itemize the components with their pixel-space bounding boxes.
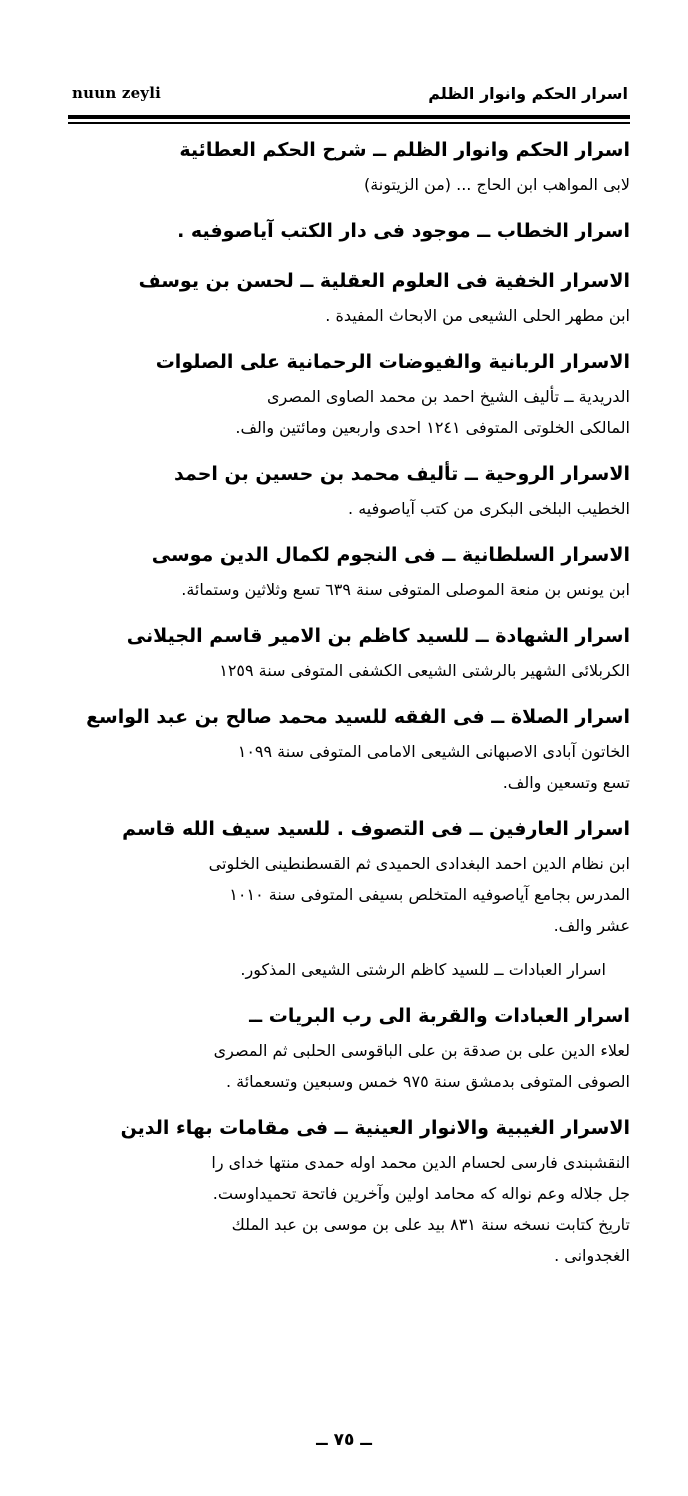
entry-text-line: المالكى الخلوتى المتوفى ١٢٤١ احدى واربعين ومائتين والف. — [235, 418, 630, 437]
entry-text-line: الغجدوانى . — [554, 1246, 630, 1265]
bibliography-entry — [70, 213, 630, 250]
entry-text-line: الكربلائى الشهير بالرشتى الشيعى الكشفى المتوفى سنة ١٢٥٩ — [219, 661, 630, 680]
entry-title-line: الاسرار الربانية والفيوضات الرحمانية على الصلوات — [155, 351, 630, 373]
entry-title-line: الاسرار الخفية فى العلوم العقلية ــ لحسن بن يوسف — [138, 270, 630, 292]
entry-title-line: اسرار العارفين ــ فى التصوف . للسيد سيف الله قاسم — [122, 818, 630, 840]
entry-title-line: اسرار الخطاب ــ موجود فى دار الكتب آياصوفيه . — [177, 220, 630, 242]
entry-title-line: الاسرار الروحية ــ تأليف محمد بن حسين بن احمد — [174, 463, 630, 485]
bibliography-entry — [70, 1110, 630, 1271]
entry-text-line: ابن يونس بن منعة الموصلى المتوفى سنة ٦٣٩ تسع وثلاثين وستمائة. — [181, 580, 630, 599]
entry-title-line: الاسرار السلطانية ــ فى النجوم لكمال الدين موسى — [151, 544, 630, 566]
page-number: ــ ٧٥ ــ — [316, 1430, 372, 1450]
entry-text-line: الصوفى المتوفى بدمشق سنة ٩٧٥ خمس وسبعين وتسعمائة . — [225, 1072, 630, 1091]
entry-text-line: الدريدية ــ تأليف الشيخ احمد بن محمد الصاوى المصرى — [266, 387, 630, 406]
entry-text-line: النقشبندى فارسى لحسام الدين محمد اوله حمدى منتها خداى را — [211, 1153, 630, 1172]
bibliography-entry — [70, 344, 630, 443]
bibliography-entry — [70, 132, 630, 200]
bibliography-entry — [70, 537, 630, 605]
bibliography-entry — [70, 456, 630, 524]
running-header — [72, 76, 628, 110]
entry-text-line: ابن مطهر الحلى الشيعى من الابحاث المفيدة . — [325, 306, 630, 325]
bibliography-entry — [70, 811, 630, 941]
bibliography-entry — [70, 699, 630, 798]
entry-text-line: جل جلاله وعم نواله كه محامد اولين وآخرين فاتحة تحميداوست. — [212, 1184, 630, 1203]
header-rule-thin — [68, 122, 630, 124]
bibliography-entry — [70, 998, 630, 1097]
entry-text-line: لابى المواهب ابن الحاج ... (من الزيتونة) — [363, 175, 630, 194]
entry-text-line: تسع وتسعين والف. — [502, 773, 630, 792]
header-left-text: nuun zeyli — [72, 84, 162, 102]
entry-text-line: الخاتون آبادى الاصبهانى الشيعى الامامى المتوفى سنة ١٠٩٩ — [237, 742, 630, 761]
entry-text-line: الخطيب البلخى البكرى من كتب آياصوفيه . — [348, 499, 630, 518]
bibliography-entry — [70, 618, 630, 686]
entry-title-line: اسرار العبادات ــ للسيد كاظم الرشتى الشيعى المذكور. — [240, 960, 606, 979]
bibliography-entry — [70, 954, 630, 985]
entry-text-line: لعلاء الدين على بن صدقة بن على الباقوسى الحلبى ثم المصرى — [213, 1041, 630, 1060]
entry-title-line: اسرار العبادات والقربة الى رب البريات ــ — [249, 1005, 630, 1027]
entry-title-line: اسرار الصلاة ــ فى الفقه للسيد محمد صالح بن عبد الواسع — [86, 706, 630, 728]
entry-text-line: ابن نظام الدين احمد البغدادى الحميدى ثم القسطنطينى الخلوتى — [208, 854, 630, 873]
entry-text-line: عشر والف. — [553, 916, 630, 935]
entry-text-line: تاريخ كتابت نسخه سنة ٨٣١ بيد على بن موسى بن عبد الملك — [231, 1215, 630, 1234]
entries-body — [70, 132, 630, 1284]
entry-text-line: المدرس بجامع آياصوفيه المتخلص بسيفى المتوفى سنة ١٠١٠ — [229, 885, 630, 904]
bibliography-entry — [70, 263, 630, 331]
entry-title-line: اسرار الحكم وانوار الظلم ــ شرح الحكم العطائية — [179, 139, 630, 161]
entry-title-line: الاسرار الغيبية والانوار العينية ــ فى مقامات بهاء الدين — [120, 1117, 630, 1139]
header-right-title: اسرار الحكم وانوار الظلم — [428, 83, 628, 103]
entry-title-line: اسرار الشهادة ــ للسيد كاظم بن الامير قاسم الجيلانى — [126, 625, 630, 647]
header-rule-thick — [68, 115, 630, 119]
